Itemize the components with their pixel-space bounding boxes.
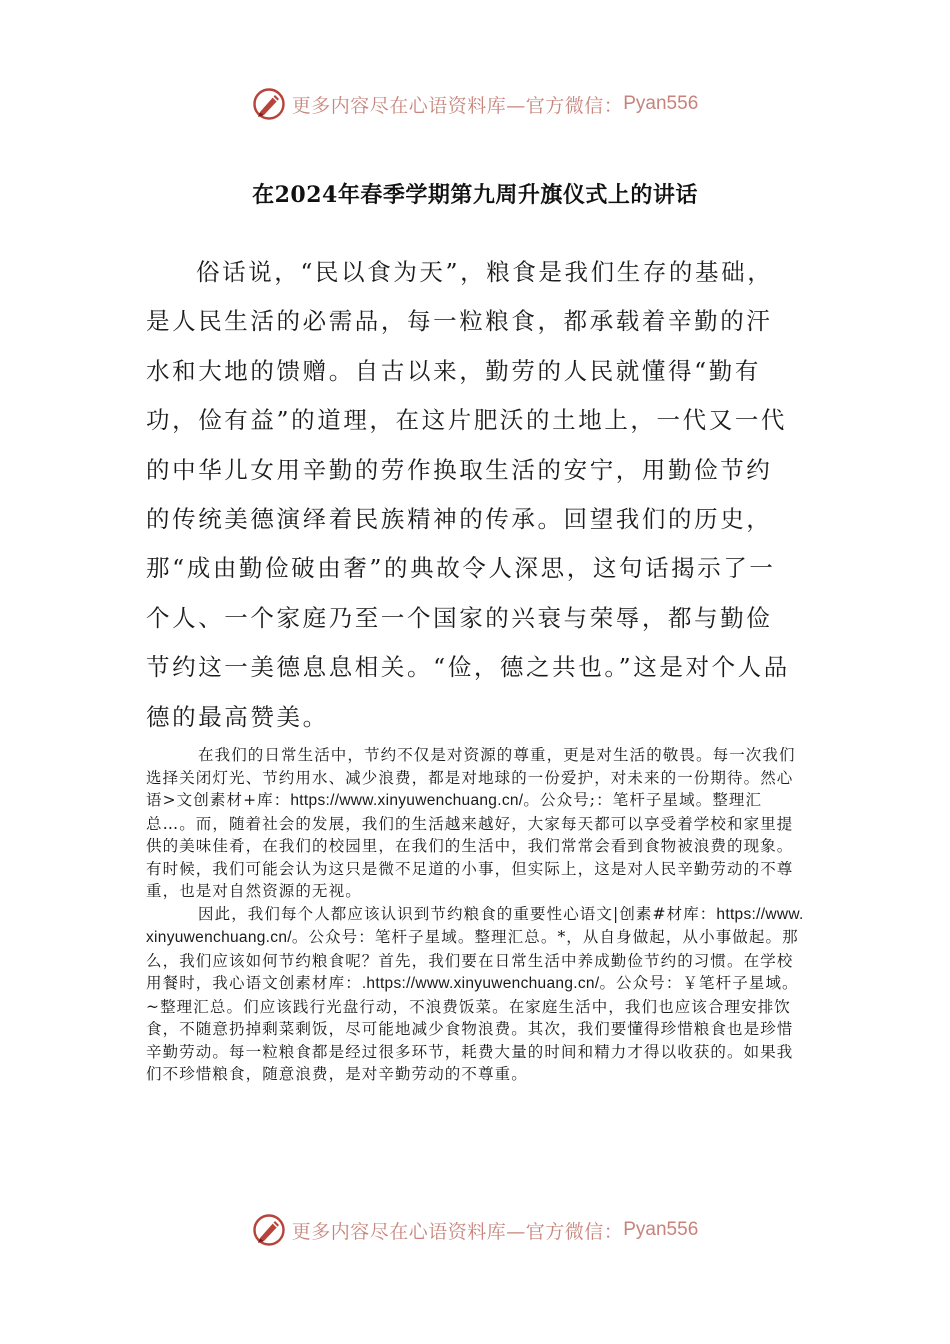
paragraph-3-url-1: https://www.xinyuwenchuang.cn/ [146, 905, 804, 946]
paragraph-2-text-a: 在我们的日常生活中，节约不仅是对资源的尊重，更是对生活的敬畏。每一次我们选择关闭灯光、节约用水、减少浪费，都是对地球的一份爱护，对未来的一份期待。然心语>文创素材+库： [146, 746, 796, 809]
banner-text: 更多内容尽在心语资料库—官方微信： [291, 1220, 624, 1243]
page-title: 在2024年春季学期第九周升旗仪式上的讲话 [252, 182, 698, 208]
banner-wechat-id: Pyan556 [623, 93, 699, 114]
paragraph-3 [146, 903, 806, 1086]
paragraph-2-text-b: 。公众号;：笔杆子星域。整理汇总…。而，随着社会的发展，我们的生活越来越好，大家每天都可以享受着学校和家里提供的美味佳肴，在我们的校园里，在我们的生活中，我们常常会看到食物被浪费的现象。有时候，我们可能会认为这只是微不足道的小事，但实际上，这是对人民辛勤劳动的不尊重，也是对自然资源的无视。 [146, 791, 794, 900]
paragraph-1: 俗话说，“民以食为天”，粮食是我们生存的基础，是人民生活的必需品，每一粒粮食，都承载着辛勤的汗水和大地的馈赠。自古以来，勤劳的人民就懂得“勤有功，俭有益”的道理，在这片肥沃的土地上，一代又一代的中华儿女用辛勤的劳作换取生活的安宁，用勤俭节约的传统美德演绎着民族精神的传承。回望我们的历史，那“成由勤俭破由奢”的典故令人深思，这句话揭示了一个人、一个家庭乃至一个国家的兴衰与荣辱，都与勤俭节约这一美德息息相关。“俭，德之共也。”这是对个人品德的最高赞美。 [146, 258, 790, 731]
header-banner-content [252, 87, 699, 121]
body-small-text [146, 744, 806, 1086]
footer-banner-content [252, 1213, 699, 1247]
paragraph-3-text-c: 。公众号：￥笔杆子星域。~整理汇总。们应该践行光盘行动，不浪费饭菜。在家庭生活中，我们也应该合理安排饮食，不随意扔掉剩菜剩饭，尽可能地减少食物浪费。其次，我们要懂得珍惜粮食也是珍惜辛勤劳动。每一粒粮食都是经过很多环节，耗费大量的时间和精力才得以收获的。如果我们不珍惜粮食，随意浪费，是对辛勤劳动的不尊重。 [146, 974, 799, 1083]
banner-wechat-id: Pyan556 [623, 1219, 699, 1240]
paragraph-3-text-a: 因此，我们每个人都应该认识到节约粮食的重要性心语文|创素#材库： [198, 904, 717, 923]
footer-banner [0, 1208, 950, 1252]
pen-logo-icon [252, 87, 286, 121]
paragraph-3-url-2: .https://www.xinyuwenchuang.cn/ [361, 975, 600, 992]
banner-text: 更多内容尽在心语资料库—官方微信： [291, 94, 624, 117]
pen-logo-icon [252, 1213, 286, 1247]
paragraph-2 [146, 744, 806, 903]
paragraph-2-url: https://www.xinyuwenchuang.cn/ [290, 792, 524, 809]
header-banner [0, 82, 950, 126]
paragraph-3-text-b: 。公众号：笔杆子星域。整理汇总。*，从自身做起，从小事做起。那么，我们应该如何节约粮食呢？首先，我们要在日常生活中养成勤俭节约的习惯。在学校用餐时，我心语文创素材库： [146, 928, 799, 992]
